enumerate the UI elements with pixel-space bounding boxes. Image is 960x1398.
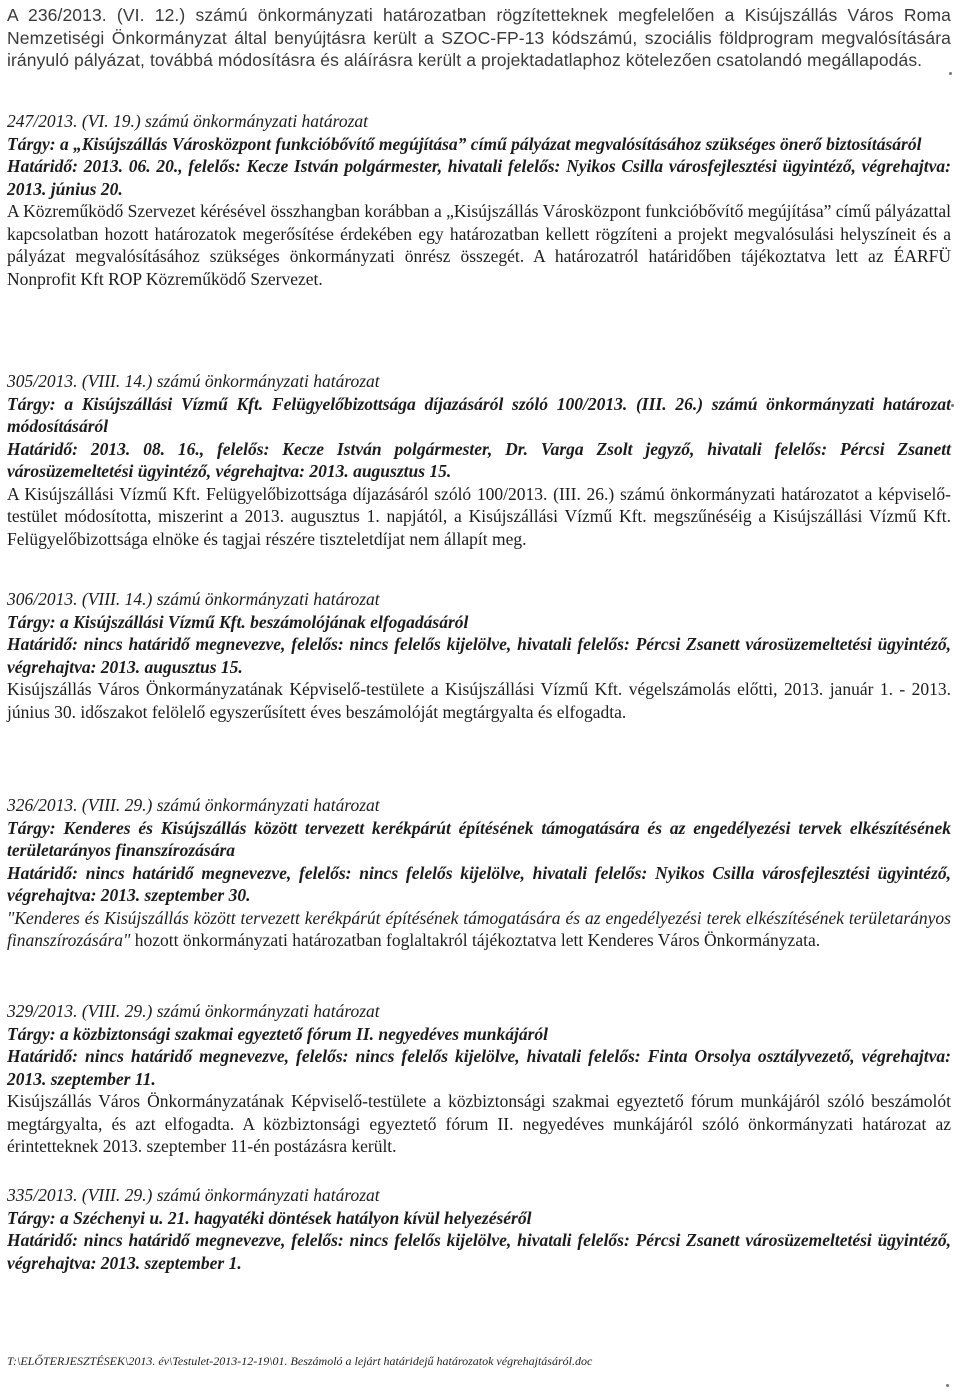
resolution-deadline: Határidő: nincs határidő megnevezve, felelős: nincs felelős kijelölve, hivatali felelős: Finta Orsolya osztályvezető, végrehajtva: 2013. szeptember 11. xyxy=(7,1046,951,1089)
resolution-deadline: Határidő: nincs határidő megnevezve, felelős: nincs felelős kijelölve, hivatali felelős: Nyikos Csilla városfejlesztési ügyintéző, végrehajtva: 2013. szeptember 30. xyxy=(7,862,951,905)
scan-speck xyxy=(949,72,952,75)
resolution-subject: Tárgy: a Kisújszállási Vízmű Kft. Felügyelőbizottsága díjazásáról szóló 100/2013. (III. 26.) számú önkormányzati határozat módosításáról xyxy=(7,393,951,436)
resolution-deadline: Határidő: 2013. 06. 20., felelős: Kecze István polgármester, hivatali felelős: Nyikos Csilla városfejlesztési ügyintéző, végrehajtva: 2013. június 20. xyxy=(7,156,951,199)
resolution-326 xyxy=(7,794,951,952)
resolution-body: A Közreműködő Szervezet kérésével összhangban korábban a „Kisújszállás Városközpont funkcióbővítő megújítása” című pályázattal kapcsolatban hozott határozatok megerősítése érdekében egy határozatban kellett rögzíteni a projekt megvalósulási helyszíneit és a pályázat megvalósításához szükséges önkormányzati önrész összegét. A határozatról határidőben tájékoztatva lett az ÉARFÜ Nonprofit Kft ROP Közreműködő Szervezet. xyxy=(7,201,951,289)
resolution-subject: Tárgy: a „Kisújszállás Városközpont funkcióbővítő megújítása” című pályázat megvalósításához szükséges önerő biztosításáról xyxy=(7,133,922,154)
resolution-heading: 329/2013. (VIII. 29.) számú önkormányzati határozat xyxy=(7,1001,380,1021)
resolution-body: A Kisújszállási Vízmű Kft. Felügyelőbizottsága díjazásáról szóló 100/2013. (III. 26.) számú önkormányzati határozatot a képviselő-testület módosította, miszerint a 2013. augusztus 1. napjától, a Kisújszállási Vízmű Kft. megszűnéséig a Kisújszállási Vízmű Kft. Felügyelőbizottsága elnöke és tagjai részére tiszteletdíjat nem állapít meg. xyxy=(7,483,951,549)
resolution-heading: 305/2013. (VIII. 14.) számú önkormányzati határozat xyxy=(7,371,380,391)
resolution-heading: 335/2013. (VIII. 29.) számú önkormányzati határozat xyxy=(7,1185,380,1205)
scan-speck xyxy=(946,1384,949,1387)
resolution-305 xyxy=(7,370,951,550)
resolution-subject: Tárgy: a Kisújszállási Vízmű Kft. beszámolójának elfogadásáról xyxy=(7,611,469,632)
resolution-subject: Tárgy: Kenderes és Kisújszállás között tervezett kerékpárút építésének támogatására és az engedélyezési tervek elkészítésének területarányos finanszírozására xyxy=(7,817,951,860)
resolution-subject: Tárgy: a Széchenyi u. 21. hagyatéki döntések hatályon kívül helyezéséről xyxy=(7,1207,532,1228)
resolution-heading: 306/2013. (VIII. 14.) számú önkormányzati határozat xyxy=(7,589,380,609)
resolution-body: Kisújszállás Város Önkormányzatának Képviselő-testülete a közbiztonsági szakmai egyeztető fórum munkájáról szóló beszámolót megtárgyalta, és azt elfogadta. A közbiztonsági egyeztető fórum II. negyedéves munkájáról szóló önkormányzati határozat az érintetteknek 2013. szeptember 11-én postázásra került. xyxy=(7,1091,951,1156)
resolution-329 xyxy=(7,1000,951,1158)
resolution-deadline: Határidő: nincs határidő megnevezve, felelős: nincs felelős kijelölve, hivatali felelős: Pércsi Zsanett városüzemeltetési ügyintéző, végrehajtva: 2013. augusztus 15. xyxy=(7,634,951,677)
scan-speck xyxy=(951,404,954,407)
resolution-deadline: Határidő: nincs határidő megnevezve, felelős: nincs felelős kijelölve, hivatali felelős: Pércsi Zsanett városüzemeltetési ügyintéző, végrehajtva: 2013. szeptember 1. xyxy=(7,1230,951,1273)
resolution-deadline: Határidő: 2013. 08. 16., felelős: Kecze István polgármester, Dr. Varga Zsolt jegyző, hivatali felelős: Pércsi Zsanett városüzemeltetési ügyintéző, végrehajtva: 2013. augusztus 15. xyxy=(7,438,951,481)
footer-file-path: T:\ELŐTERJESZTÉSEK\2013. év\Testulet-2013-12-19\01. Beszámoló a lejárt határidejű határozatok végrehajtásáról.doc xyxy=(7,1354,593,1368)
resolution-heading: 247/2013. (VI. 19.) számú önkormányzati határozat xyxy=(7,111,369,131)
intro-paragraph: A 236/2013. (VI. 12.) számú önkormányzati határozatban rögzítetteknek megfelelően a Kisújszállás Város Roma Nemzetiségi Önkormányzat által benyújtásra került a SZOC-FP-13 kódszámú, szociális földprogram megvalósítására irányuló pályázat, továbbá módosításra és aláírásra került a projektadatlaphoz kötelezően csatolandó megállapodás. xyxy=(7,5,951,70)
resolution-heading: 326/2013. (VIII. 29.) számú önkormányzati határozat xyxy=(7,795,380,815)
resolution-247 xyxy=(7,110,951,290)
resolution-306 xyxy=(7,588,951,723)
resolution-body-wrap xyxy=(7,907,951,952)
resolution-body: Kisújszállás Város Önkormányzatának Képviselő-testülete a Kisújszállási Vízmű Kft. végelszámolás előtti, 2013. január 1. - 2013. június 30. időszakot felölelő egyszerűsített éves beszámolóját megtárgyalta és elfogadta. xyxy=(7,679,951,722)
resolution-body-quote: "Kenderes és Kisújszállás között tervezett kerékpárút építésének támogatására és az engedélyezési terek elkészítésének területarányos finanszírozására" xyxy=(7,907,951,950)
resolution-body: hozott önkormányzati határozatban foglaltakról tájékoztatva lett Kenderes Város Önkormányzata. xyxy=(130,930,821,950)
resolution-subject: Tárgy: a közbiztonsági szakmai egyeztető fórum II. negyedéves munkájáról xyxy=(7,1023,549,1044)
resolution-335 xyxy=(7,1184,951,1274)
